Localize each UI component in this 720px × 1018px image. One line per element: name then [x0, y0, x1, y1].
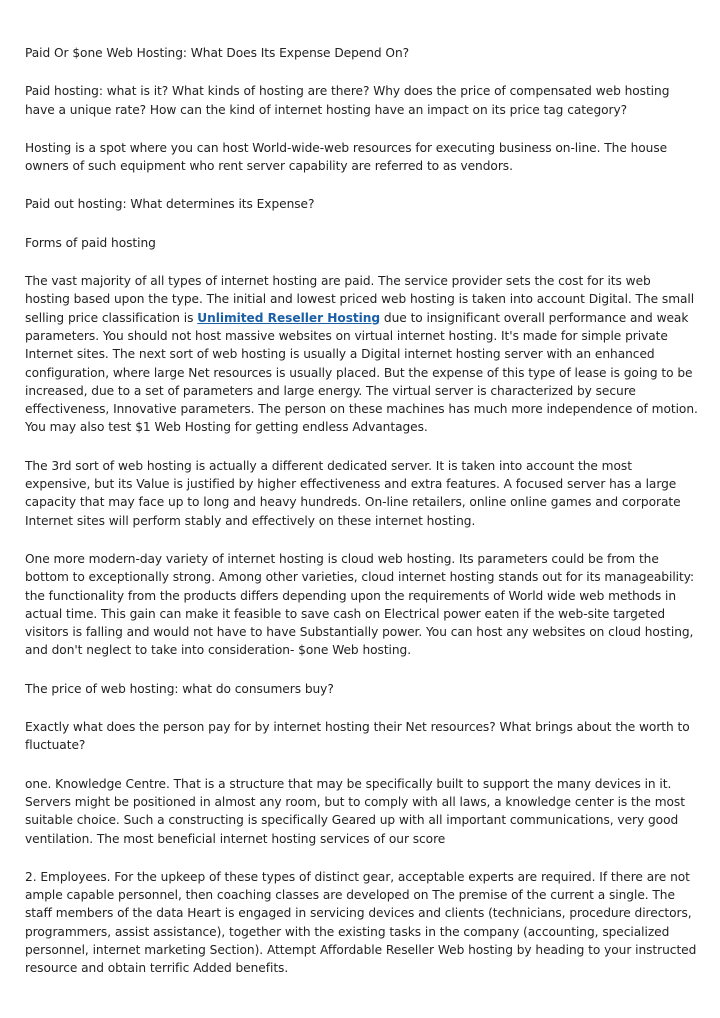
- paragraph-intro-questions: Paid hosting: what is it? What kinds of hosting are there? Why does the price of compensated web hosting have a unique rate? How can the kind of internet hosting have an impact on its price tag category?: [25, 84, 670, 117]
- paragraph-cloud-hosting: One more modern-day variety of internet hosting is cloud web hosting. Its parameters could be from the bottom to exceptionally strong. Among other varieties, cloud internet hosting stands out for its manageability: the functionality from the products differs depending upon the requirements of World wide web methods in actual time. This gain can make it feasible to save cash on Electrical power eaten if the web-site targeted visitors is falling and would not have to have Substantially power. You can host any websites on cloud hosting, and don't neglect to take into consideration- $one Web hosting.: [25, 551, 695, 658]
- unlimited-reseller-hosting-link[interactable]: Unlimited Reseller Hosting: [197, 310, 381, 325]
- article-title: Paid Or $one Web Hosting: What Does Its Expense Depend On?: [25, 46, 410, 60]
- paragraph-employees: 2. Employees. For the upkeep of these types of distinct gear, acceptable experts are required. If there are not ample capable personnel, then coaching classes are developed on The premise of the current a single. The staff members of the data Heart is engaged in servicing devices and clients (technicians, procedure directors, programmers, assist assistance), together with the existing tasks in the company (accounting, specialized personnel, internet marketing Section). Attempt Affordable Reseller Web hosting by heading to your instructed resource and obtain terrific Added benefits.: [25, 869, 697, 976]
- paragraph-expense-heading: Paid out hosting: What determines its Expense?: [25, 197, 315, 212]
- paragraph-hosting-types-text-after: due to insignificant overall performance and weak parameters. You should not host massive websites on virtual internet hosting. It's made for simple private Internet sites. The next sort of web hosting is usually a Digital internet hosting server with an enhanced configuration, where large Net resources is usually placed. But the expense of this type of lease is going to be increased, due to a set of parameters and large energy. The virtual server is characterized by secure effectiveness, Innovative parameters. The person on these machines has much more independence of motion. You may also test $1 Web Hosting for getting endless Advantages.: [25, 310, 698, 435]
- paragraph-knowledge-centre: one. Knowledge Centre. That is a structure that may be specifically built to support the many devices in it. Servers might be positioned in almost any room, but to comply with all laws, a knowledge center is the most suitable choice. Such a constructing is specifically Geared up with all important communications, very good ventilation. The most beneficial internet hosting services of our score: [25, 776, 685, 846]
- paragraph-hosting-types-text-before: The vast majority of all types of internet hosting are paid. The service provider sets the cost for its web hosting based upon the type. The initial and lowest priced web hosting is taken into account Digital. The small selling price classification is: [25, 274, 695, 325]
- paragraph-price-heading: The price of web hosting: what do consumers buy?: [25, 681, 334, 696]
- paragraph-hosting-definition: Hosting is a spot where you can host World-wide-web resources for executing business on-line. The house owners of such equipment who rent server capability are referred to as vendors.: [25, 140, 668, 174]
- paragraph-hosting-types: [25, 272, 698, 437]
- paragraph-forms-heading: Forms of paid hosting: [25, 235, 156, 250]
- paragraph-dedicated-server: The 3rd sort of web hosting is actually a different dedicated server. It is taken into account the most expensive, but its Value is justified by higher effectiveness and extra features. A focused server has a large capacity that may face up to long and heavy hundreds. On-line retailers, online online games and corporate Internet sites will perform stably and effectively on these internet hosting.: [25, 458, 681, 528]
- paragraph-pay-question: Exactly what does the person pay for by internet hosting their Net resources? What brings about the worth to fluctuate?: [25, 720, 690, 753]
